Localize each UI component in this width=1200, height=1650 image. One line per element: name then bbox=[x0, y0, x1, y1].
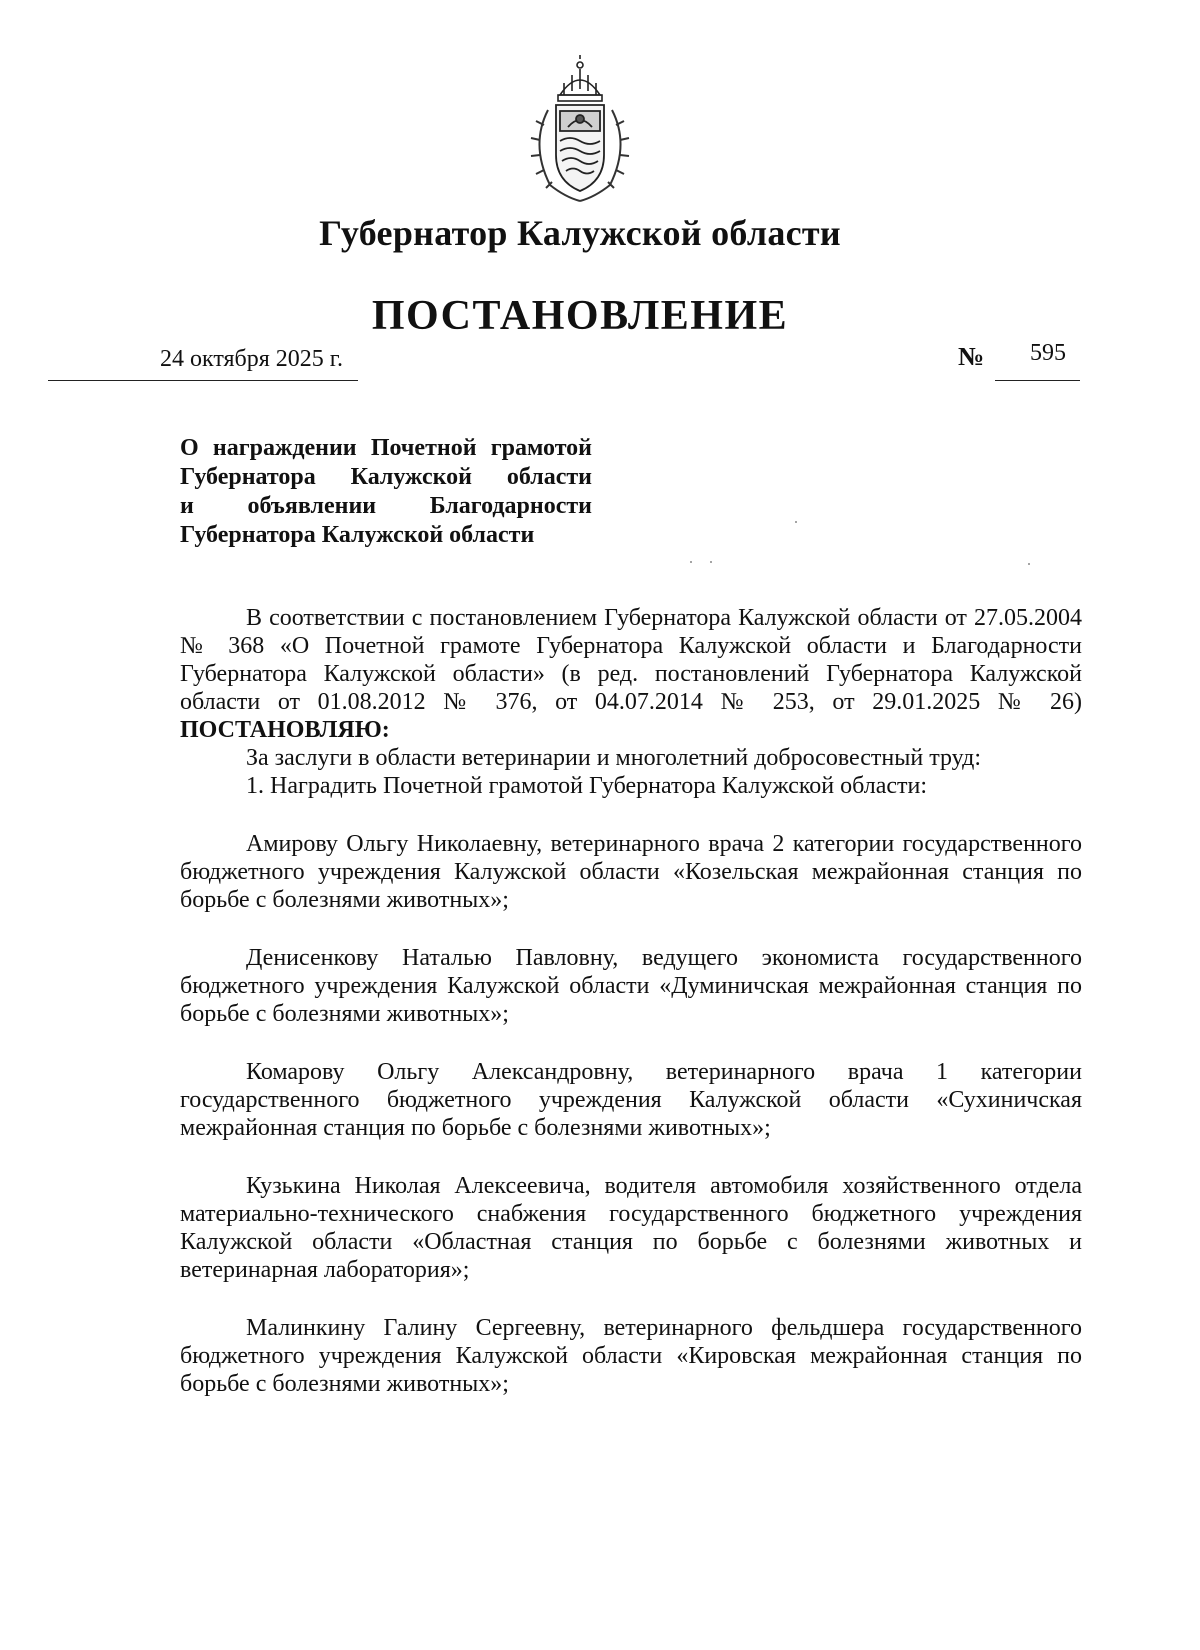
awardee-paragraph: Комарову Ольгу Александровну, ветеринарного врача 1 категории государственного бюджетного учреждения Калужской области «Сухиничская межрайонная станция по борьбе с болезнями животных»; bbox=[180, 1059, 1082, 1141]
document-type-title: ПОСТАНОВЛЕНИЕ bbox=[371, 293, 789, 339]
item-1-paragraph: 1. Наградить Почетной грамотой Губернатора Калужской области: bbox=[246, 773, 928, 799]
awardee-paragraph: Амирову Ольгу Николаевну, ветеринарного врача 2 категории государственного бюджетного учреждения Калужской области «Козельская межрайонная станция по борьбе с болезнями животных»; bbox=[180, 831, 1082, 913]
scan-speck bbox=[1028, 563, 1030, 565]
merit-paragraph: За заслуги в области ветеринарии и многолетний добросовестный труд: bbox=[246, 745, 982, 771]
scan-speck bbox=[690, 561, 692, 563]
kaluga-region-coat-of-arms-icon bbox=[520, 55, 640, 205]
document-date: 24 октября 2025 г. bbox=[160, 346, 343, 372]
document-body bbox=[180, 604, 1082, 1398]
awardee-paragraph: Малинкину Галину Сергеевну, ветеринарного фельдшера государственного бюджетного учреждения Калужской области «Кировская межрайонная станция по борьбе с болезнями животных»; bbox=[180, 1315, 1082, 1397]
awardee-paragraph: Кузькина Николая Алексеевича, водителя автомобиля хозяйственного отдела материально-технического снабжения государственного бюджетного учреждения Калужской области «Областная станция по борьбе с болезнями животных и ветеринарная лаборатория»; bbox=[180, 1173, 1082, 1283]
subject-line: О награждении Почетной грамотой bbox=[180, 435, 592, 461]
subject-line: Губернатора Калужской области bbox=[180, 522, 535, 548]
awardee-paragraph: Денисенкову Наталью Павловну, ведущего экономиста государственного бюджетного учреждения Калужской области «Думиничская межрайонная станция по борьбе с болезнями животных»; bbox=[180, 945, 1082, 1027]
scan-speck bbox=[795, 521, 797, 523]
number-sign: № bbox=[958, 342, 985, 371]
preamble-paragraph bbox=[180, 604, 1082, 744]
issuing-authority: Губернатор Калужской области bbox=[319, 213, 841, 253]
decree-word: ПОСТАНОВЛЯЮ: bbox=[180, 717, 390, 743]
document-subject bbox=[180, 434, 592, 550]
scan-speck bbox=[710, 561, 712, 563]
subject-line: Губернатора Калужской области bbox=[180, 464, 592, 490]
preamble-text: В соответствии с постановлением Губернатора Калужской области от 27.05.2004 № 368 «О Почетной грамоте Губернатора Калужской области и Благодарности Губернатора Калужской области» (в ред. постановлений Губернатора Калужской области от 01.08.2012 № 376, от 04.07.2014 № 253, от 29.01.2025 № 26) bbox=[180, 605, 1082, 715]
subject-line: и объявлении Благодарности bbox=[180, 493, 592, 519]
document-number: 595 bbox=[1030, 340, 1066, 366]
